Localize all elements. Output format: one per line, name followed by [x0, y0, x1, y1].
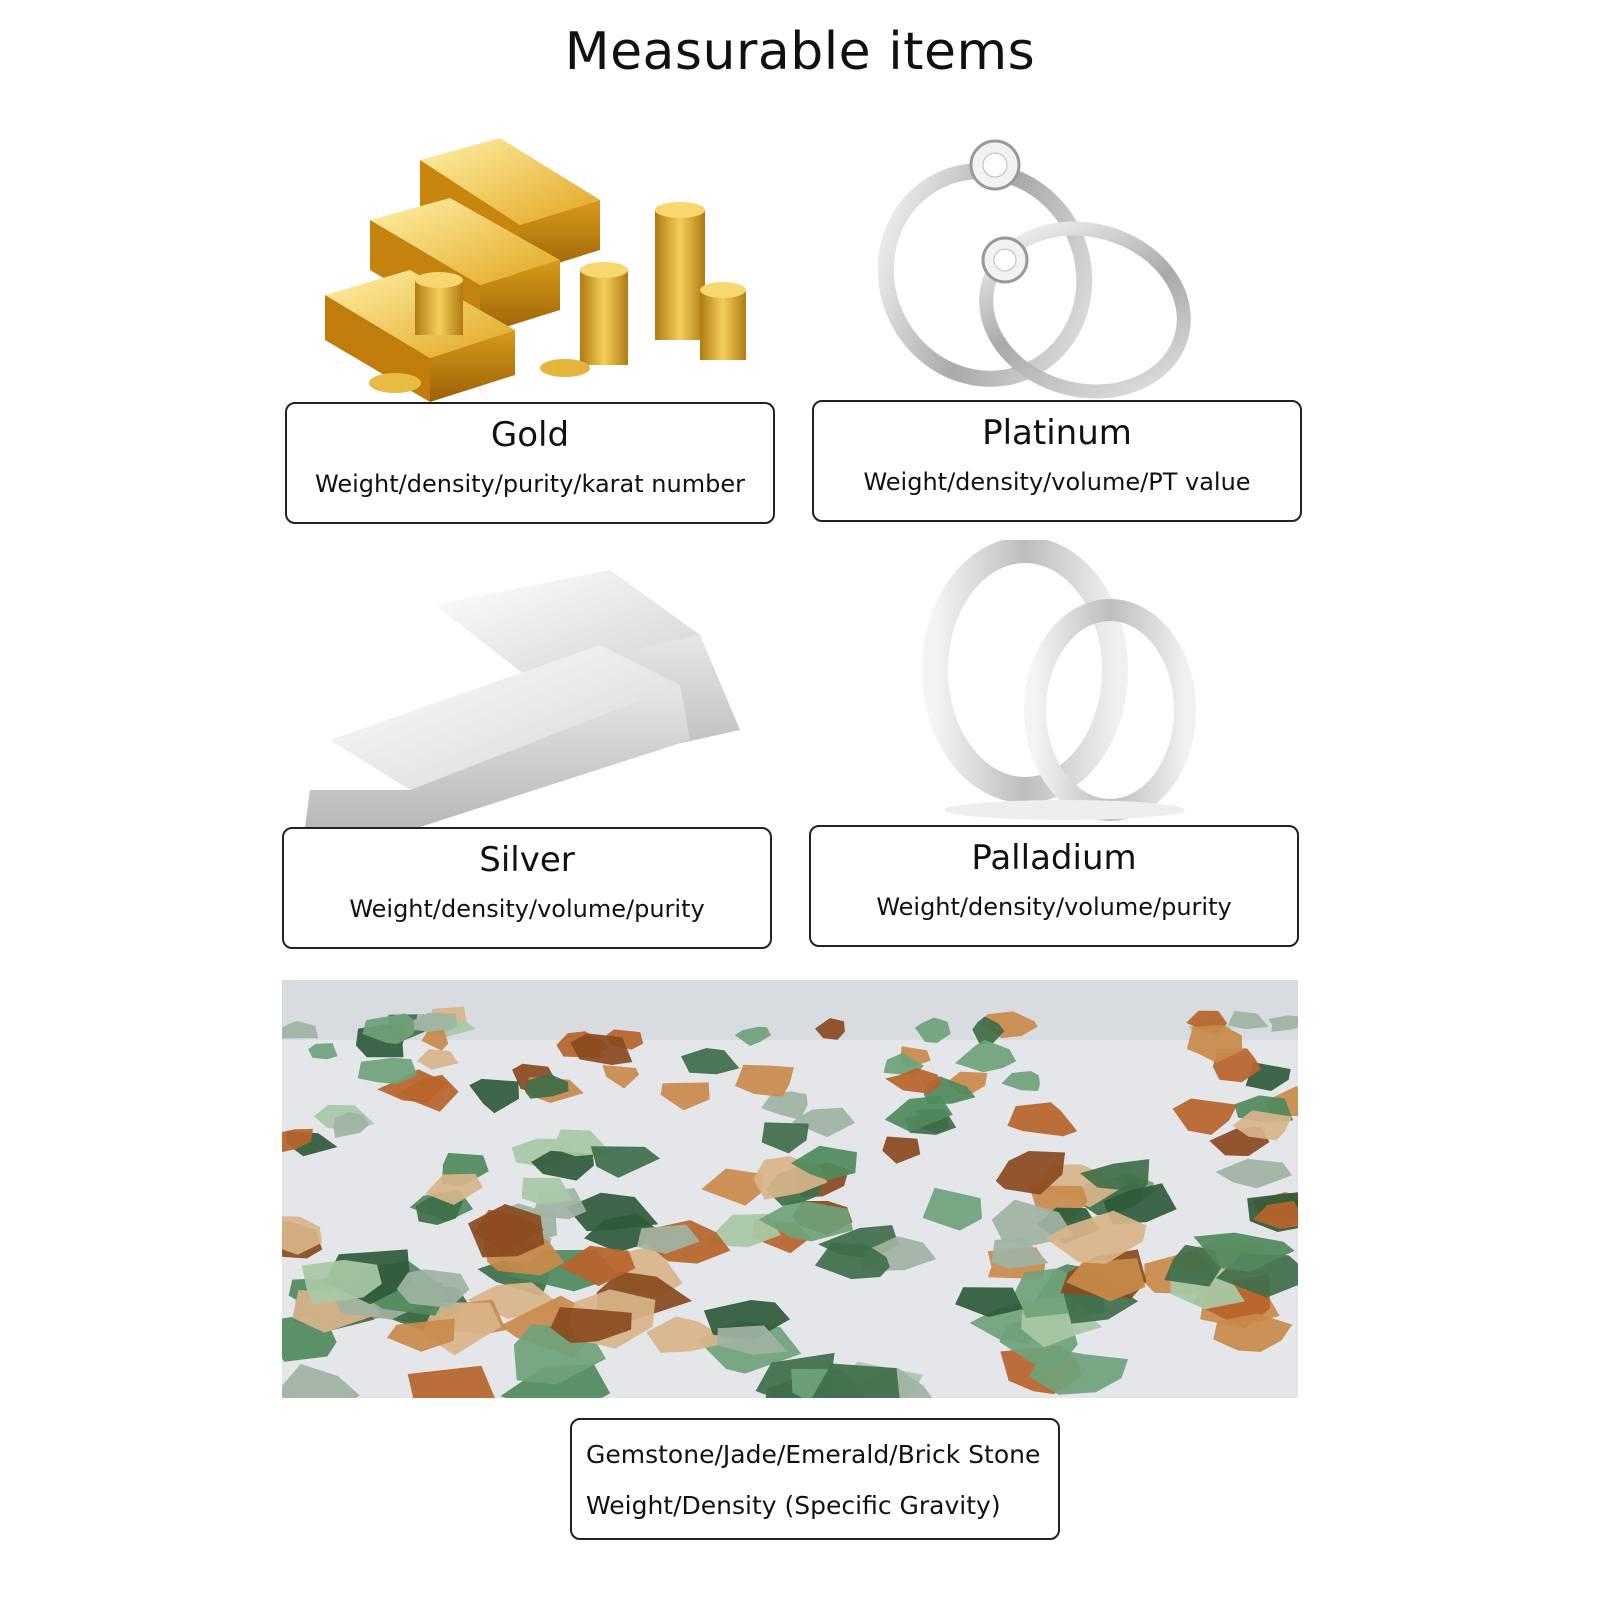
gemstone-piece: [522, 1178, 573, 1204]
gemstone-piece: [1216, 1159, 1293, 1188]
palladium-rings-image: [915, 540, 1215, 830]
gemstone-piece: [661, 1082, 710, 1110]
gold-properties: Weight/density/purity/karat number: [315, 470, 745, 498]
page-title: Measurable items: [564, 22, 1036, 82]
platinum-card: [812, 400, 1302, 522]
silver-properties: Weight/density/volume/purity: [349, 895, 705, 923]
gemstone-name: Gemstone/Jade/Emerald/Brick Stone: [586, 1440, 1041, 1469]
gemstone-piece: [762, 1122, 809, 1153]
platinum-properties: Weight/density/volume/PT value: [863, 468, 1251, 496]
platinum-name: Platinum: [982, 413, 1132, 453]
gemstone-piece: [923, 1188, 982, 1231]
palladium-properties: Weight/density/volume/purity: [876, 893, 1232, 921]
gemstone-piece: [469, 1079, 519, 1113]
gemstone-piece: [417, 1049, 459, 1070]
gemstone-piece: [1007, 1102, 1077, 1136]
palladium-card: [809, 825, 1299, 947]
silver-card: [282, 827, 772, 949]
gemstone-piece: [1002, 1071, 1040, 1091]
palladium-name: Palladium: [971, 838, 1137, 878]
gemstone-properties: Weight/Density (Specific Gravity): [586, 1491, 1001, 1520]
gemstone-piece: [408, 1366, 497, 1398]
silver-name: Silver: [479, 840, 575, 880]
silver-bars-image: [300, 565, 770, 830]
gemstone-piece: [882, 1137, 920, 1164]
gemstone-piece: [701, 1169, 762, 1206]
gemstones-image: [282, 980, 1298, 1398]
gemstone-piece: [308, 1043, 337, 1059]
gemstone-piece: [735, 1065, 794, 1097]
gold-bars-image: [300, 130, 770, 405]
gemstone-piece: [591, 1146, 660, 1178]
gemstone-card: [570, 1418, 1060, 1540]
gemstone-piece: [955, 1040, 1016, 1072]
gold-name: Gold: [490, 415, 570, 455]
gemstone-piece: [681, 1048, 739, 1074]
gemstone-piece: [602, 1065, 639, 1089]
gemstone-piece: [1173, 1099, 1238, 1135]
platinum-rings-image: [875, 125, 1215, 400]
gold-card: [285, 402, 775, 524]
gemstone-piece: [282, 1364, 360, 1398]
gemstone-piece: [761, 1091, 808, 1120]
